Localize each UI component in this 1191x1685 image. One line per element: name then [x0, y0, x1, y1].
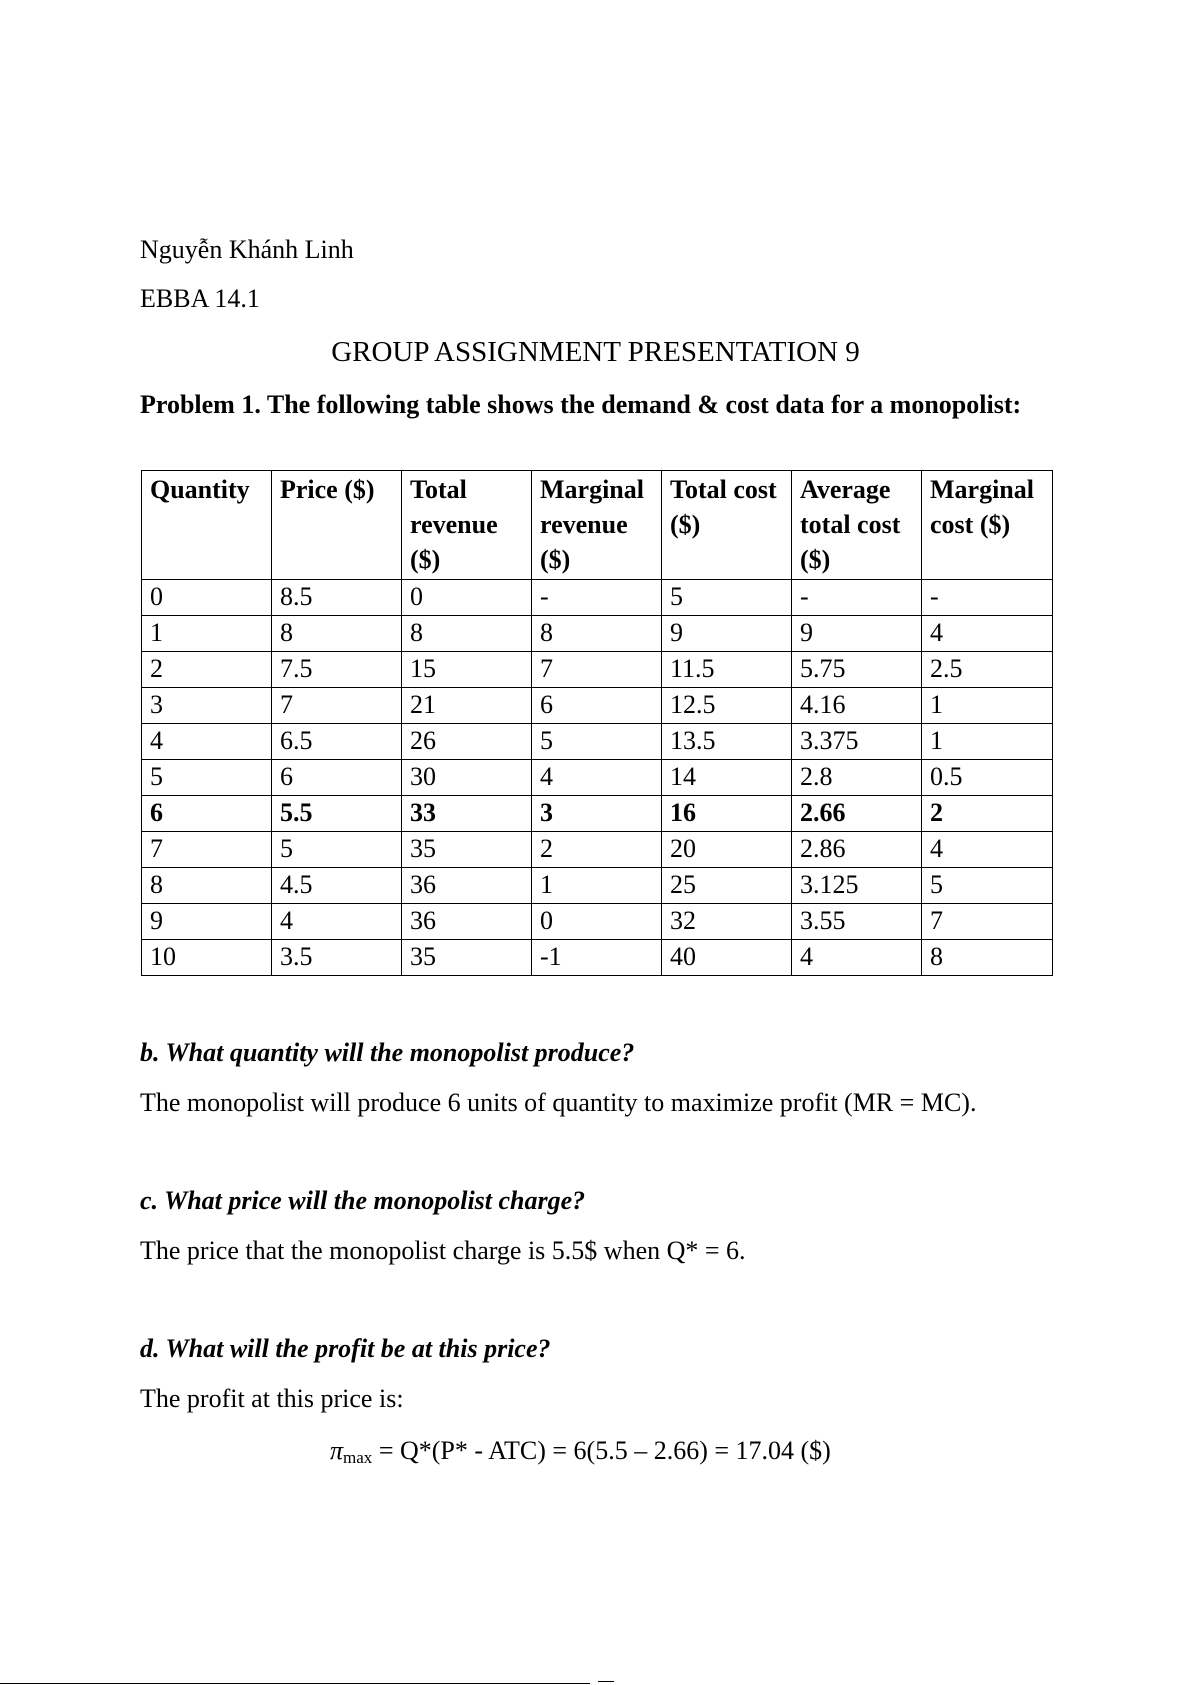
cell-total-revenue: 36	[402, 868, 532, 904]
cell-average-total-cost: 3.55	[792, 904, 922, 940]
table-row	[142, 580, 1053, 616]
cell-average-total-cost: 2.66	[792, 796, 922, 832]
cell-price: 6.5	[272, 724, 402, 760]
cell-average-total-cost: 5.75	[792, 652, 922, 688]
question-c: c. What price will the monopolist charge?	[140, 1186, 586, 1215]
cell-quantity: 7	[142, 832, 272, 868]
cell-marginal-cost: 7	[922, 904, 1053, 940]
cell-average-total-cost: 4.16	[792, 688, 922, 724]
cell-total-cost: 13.5	[662, 724, 792, 760]
cell-total-revenue: 21	[402, 688, 532, 724]
cell-average-total-cost: 2.86	[792, 832, 922, 868]
cell-marginal-revenue: 1	[532, 868, 662, 904]
table-row	[142, 868, 1053, 904]
cell-price: 5.5	[272, 796, 402, 832]
cell-marginal-cost: 1	[922, 724, 1053, 760]
cell-marginal-cost: -	[922, 580, 1053, 616]
cell-price: 6	[272, 760, 402, 796]
document-title: GROUP ASSIGNMENT PRESENTATION 9	[331, 336, 860, 368]
cell-price: 3.5	[272, 940, 402, 976]
cell-quantity: 4	[142, 724, 272, 760]
problem-statement: Problem 1. The following table shows the demand & cost data for a monopolist:	[140, 390, 1022, 419]
profit-subscript: max	[343, 1448, 373, 1467]
cell-total-revenue: 8	[402, 616, 532, 652]
profit-symbol: π	[330, 1436, 344, 1465]
cell-marginal-revenue: 7	[532, 652, 662, 688]
cell-marginal-cost: 4	[922, 832, 1053, 868]
cell-marginal-cost: 2.5	[922, 652, 1053, 688]
footer-rule	[0, 1683, 590, 1684]
cell-average-total-cost: 9	[792, 616, 922, 652]
table-row	[142, 616, 1053, 652]
cell-quantity: 6	[142, 796, 272, 832]
cell-marginal-revenue: 6	[532, 688, 662, 724]
cell-total-cost: 20	[662, 832, 792, 868]
cell-marginal-revenue: 0	[532, 904, 662, 940]
cell-total-cost: 32	[662, 904, 792, 940]
question-b: b. What quantity will the monopolist produce?	[140, 1038, 635, 1067]
table-row	[142, 652, 1053, 688]
cell-marginal-cost: 4	[922, 616, 1053, 652]
cell-price: 8	[272, 616, 402, 652]
table-row	[142, 832, 1053, 868]
cell-marginal-revenue: 3	[532, 796, 662, 832]
cell-total-cost: 11.5	[662, 652, 792, 688]
cell-total-cost: 14	[662, 760, 792, 796]
answer-c: The price that the monopolist charge is 5.5$ when Q* = 6.	[140, 1236, 746, 1265]
header-marginal-cost: Marginal cost ($)	[922, 471, 1053, 580]
cell-total-revenue: 35	[402, 940, 532, 976]
demand-cost-table	[141, 470, 1053, 976]
header-total-revenue: Total revenue ($)	[402, 471, 532, 580]
author-name: Nguyễn Khánh Linh	[140, 235, 354, 264]
table-row	[142, 940, 1053, 976]
cell-average-total-cost: 3.125	[792, 868, 922, 904]
answer-d: The profit at this price is:	[140, 1384, 404, 1413]
cell-total-cost: 12.5	[662, 688, 792, 724]
profit-formula	[330, 1434, 831, 1475]
cell-total-revenue: 33	[402, 796, 532, 832]
cell-price: 4	[272, 904, 402, 940]
table-body	[142, 580, 1053, 976]
table-row	[142, 904, 1053, 940]
cell-quantity: 5	[142, 760, 272, 796]
table-row	[142, 724, 1053, 760]
cell-quantity: 3	[142, 688, 272, 724]
cell-quantity: 1	[142, 616, 272, 652]
footer-tick	[598, 1681, 614, 1682]
header-quantity: Quantity	[142, 471, 272, 580]
cell-total-revenue: 26	[402, 724, 532, 760]
cell-average-total-cost: 3.375	[792, 724, 922, 760]
cell-marginal-revenue: -	[532, 580, 662, 616]
cell-total-cost: 40	[662, 940, 792, 976]
cell-marginal-revenue: -1	[532, 940, 662, 976]
cell-total-revenue: 35	[402, 832, 532, 868]
cell-quantity: 9	[142, 904, 272, 940]
table-row	[142, 688, 1053, 724]
profit-expression: = Q*(P* - ATC) = 6(5.5 – 2.66) = 17.04 ($)	[372, 1436, 831, 1465]
cell-total-cost: 16	[662, 796, 792, 832]
cell-price: 5	[272, 832, 402, 868]
cell-quantity: 10	[142, 940, 272, 976]
cell-price: 7	[272, 688, 402, 724]
cell-total-revenue: 30	[402, 760, 532, 796]
cell-marginal-revenue: 5	[532, 724, 662, 760]
cell-marginal-cost: 5	[922, 868, 1053, 904]
cell-total-cost: 25	[662, 868, 792, 904]
cell-average-total-cost: -	[792, 580, 922, 616]
cell-total-revenue: 36	[402, 904, 532, 940]
cell-marginal-cost: 0.5	[922, 760, 1053, 796]
cell-quantity: 0	[142, 580, 272, 616]
cell-price: 7.5	[272, 652, 402, 688]
header-price: Price ($)	[272, 471, 402, 580]
cell-total-cost: 9	[662, 616, 792, 652]
cell-total-cost: 5	[662, 580, 792, 616]
header-total-cost: Total cost ($)	[662, 471, 792, 580]
cell-marginal-revenue: 8	[532, 616, 662, 652]
cell-marginal-cost: 2	[922, 796, 1053, 832]
cell-marginal-cost: 8	[922, 940, 1053, 976]
header-marginal-revenue: Marginal revenue ($)	[532, 471, 662, 580]
cell-total-revenue: 0	[402, 580, 532, 616]
cell-marginal-revenue: 4	[532, 760, 662, 796]
table-row	[142, 760, 1053, 796]
cell-price: 8.5	[272, 580, 402, 616]
cell-total-revenue: 15	[402, 652, 532, 688]
header-average-total-cost: Average total cost ($)	[792, 471, 922, 580]
cell-marginal-cost: 1	[922, 688, 1053, 724]
answer-b: The monopolist will produce 6 units of quantity to maximize profit (MR = MC).	[140, 1088, 977, 1117]
table-row	[142, 796, 1053, 832]
cell-price: 4.5	[272, 868, 402, 904]
cell-marginal-revenue: 2	[532, 832, 662, 868]
cell-quantity: 2	[142, 652, 272, 688]
cell-average-total-cost: 2.8	[792, 760, 922, 796]
cell-average-total-cost: 4	[792, 940, 922, 976]
cell-quantity: 8	[142, 868, 272, 904]
class-code: EBBA 14.1	[140, 284, 260, 313]
question-d: d. What will the profit be at this price?	[140, 1334, 551, 1363]
table-header-row	[142, 471, 1053, 580]
